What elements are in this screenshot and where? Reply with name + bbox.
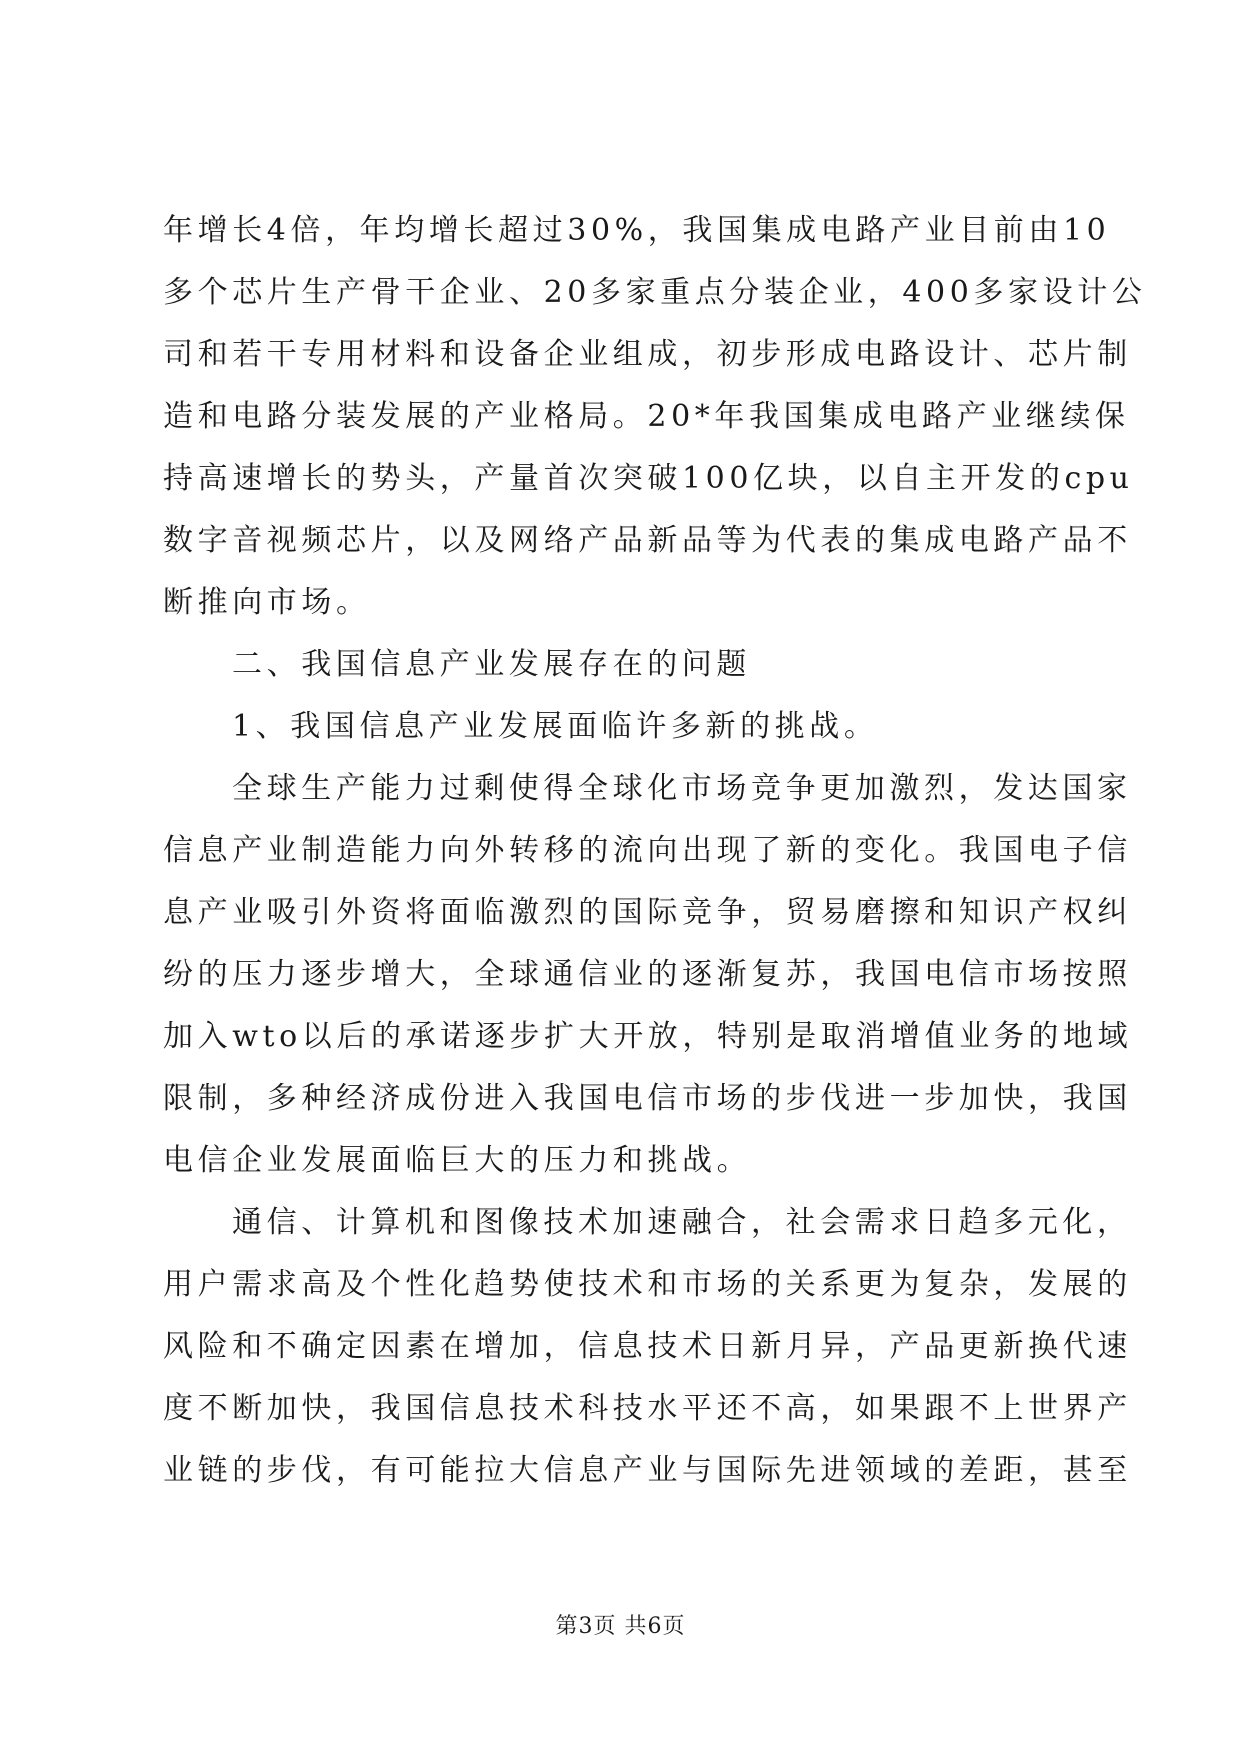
paragraph-line: 加入wto以后的承诺逐步扩大开放，特别是取消增值业务的地域 bbox=[163, 1019, 1133, 1054]
paragraph-line: 用户需求高及个性化趋势使技术和市场的关系更为复杂，发展的 bbox=[163, 1267, 1132, 1302]
paragraph-line: 数字音视频芯片，以及网络产品新品等为代表的集成电路产品不 bbox=[163, 523, 1132, 558]
paragraph-line: 信息产业制造能力向外转移的流向出现了新的变化。我国电子信 bbox=[163, 833, 1132, 868]
paragraph-line: 风险和不确定因素在增加，信息技术日新月异，产品更新换代速 bbox=[163, 1329, 1132, 1364]
paragraph-line: 通信、计算机和图像技术加速融合，社会需求日趋多元化， bbox=[232, 1205, 1132, 1240]
paragraph-line: 息产业吸引外资将面临激烈的国际竞争，贸易磨擦和知识产权纠 bbox=[163, 895, 1132, 930]
section-heading: 二、我国信息产业发展存在的问题 bbox=[232, 647, 751, 682]
paragraph-line: 断推向市场。 bbox=[163, 585, 371, 620]
paragraph-line: 年增长4倍，年均增长超过30%，我国集成电路产业目前由10 bbox=[163, 213, 1111, 248]
subsection-heading: 1、我国信息产业发展面临许多新的挑战。 bbox=[232, 709, 879, 744]
paragraph-line: 全球生产能力过剩使得全球化市场竞争更加激烈，发达国家 bbox=[232, 771, 1132, 806]
paragraph-line: 限制，多种经济成份进入我国电信市场的步伐进一步加快，我国 bbox=[163, 1081, 1132, 1116]
paragraph-line: 电信企业发展面临巨大的压力和挑战。 bbox=[163, 1143, 752, 1178]
paragraph-line: 造和电路分装发展的产业格局。20*年我国集成电路产业继续保 bbox=[163, 399, 1130, 434]
paragraph-line: 多个芯片生产骨干企业、20多家重点分装企业，400多家设计公 bbox=[163, 275, 1147, 310]
paragraph-line: 司和若干专用材料和设备企业组成，初步形成电路设计、芯片制 bbox=[163, 337, 1132, 372]
paragraph-line: 度不断加快，我国信息技术科技水平还不高，如果跟不上世界产 bbox=[163, 1391, 1132, 1426]
paragraph-line: 持高速增长的势头，产量首次突破100亿块，以自主开发的cpu bbox=[163, 461, 1134, 496]
page-footer: 第3页 共6页 bbox=[555, 1614, 686, 1639]
paragraph-line: 业链的步伐，有可能拉大信息产业与国际先进领域的差距，甚至 bbox=[163, 1453, 1132, 1488]
paragraph-line: 纷的压力逐步增大，全球通信业的逐渐复苏，我国电信市场按照 bbox=[163, 957, 1132, 992]
